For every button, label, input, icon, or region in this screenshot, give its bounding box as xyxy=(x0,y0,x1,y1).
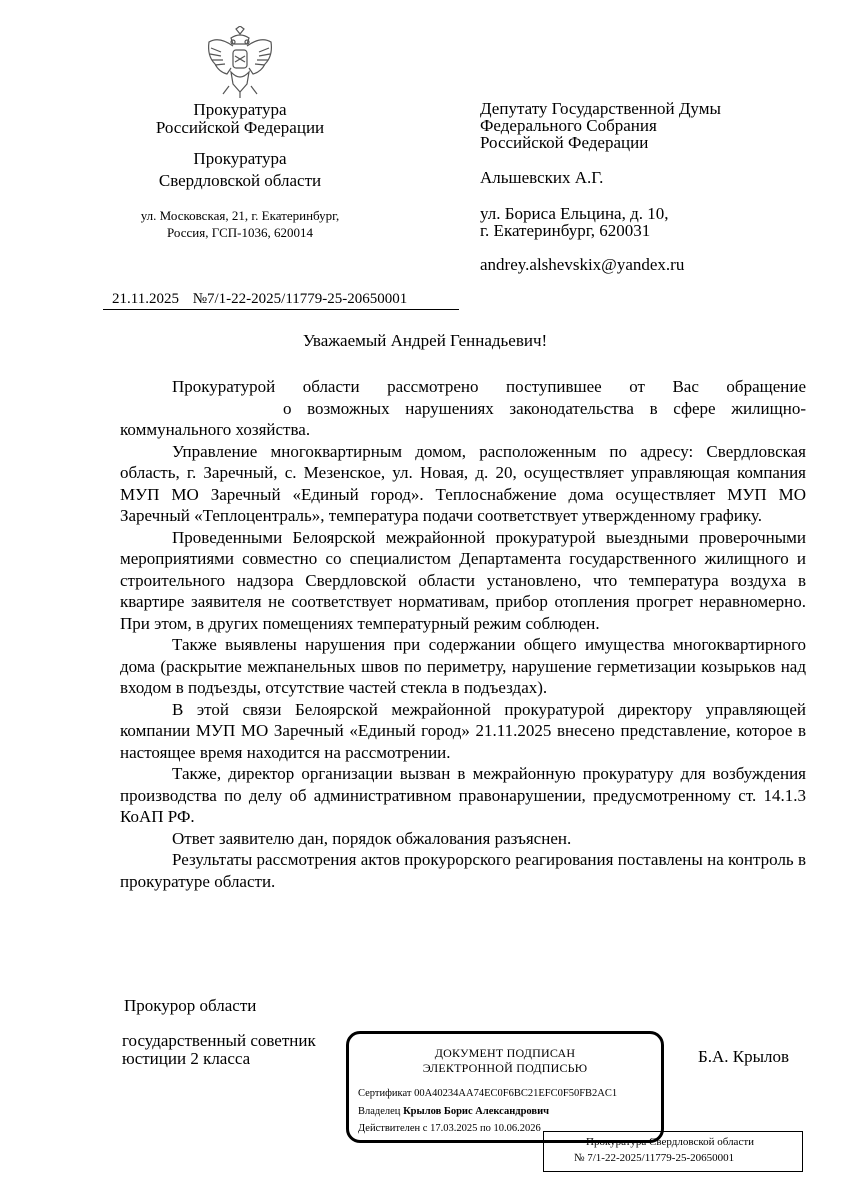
reference-date: 21.11.2025 xyxy=(112,291,179,307)
electronic-signature-stamp xyxy=(346,1031,664,1143)
sender-org-line: Российской Федерации xyxy=(155,118,325,137)
registration-box xyxy=(543,1131,803,1172)
reference-line xyxy=(103,291,407,308)
paragraph: Также, директор организации вызван в межрайонную прокуратуру для возбуждения производства по делу об административном правонарушении, предусмотренному ст. 14.1.3 КоАП РФ. xyxy=(120,764,806,826)
registration-number-prefix: № xyxy=(574,1152,585,1164)
stamp-owner xyxy=(358,1106,549,1117)
letter-body xyxy=(120,376,806,892)
paragraph: Ответ заявителю дан, порядок обжалования разъяснен. xyxy=(172,828,572,848)
stamp-certificate-value: 00A40234AA74EC0F6BC21EFC0F50FB2AC1 xyxy=(414,1088,618,1099)
recipient-address-line: г. Екатеринбург, 620031 xyxy=(480,221,651,240)
reference-number-prefix: № xyxy=(192,291,208,307)
paragraph: Также выявлены нарушения при содержании общего имущества многоквартирного дома (раскрытие межпанельных швов по периметру, нарушение герметизации козырьков над входом в подъезды, отсутствие частей стекла в подъездах). xyxy=(120,635,806,697)
recipient-line: Депутату Государственной Думы xyxy=(480,99,721,118)
stamp-heading-line: ЭЛЕКТРОННОЙ ПОДПИСЬЮ xyxy=(422,1061,588,1075)
stamp-heading-line: ДОКУМЕНТ ПОДПИСАН xyxy=(434,1046,576,1060)
recipient-block xyxy=(480,100,721,151)
stamp-valid-label: Действителен xyxy=(358,1123,421,1134)
stamp-owner-label: Владелец xyxy=(358,1106,401,1117)
stamp-heading xyxy=(349,1046,661,1076)
paragraph xyxy=(120,398,806,441)
stamp-valid-from-word: с xyxy=(422,1123,428,1134)
paragraph: Прокуратурой области рассмотрено поступившее от Вас обращение xyxy=(172,377,806,396)
stamp-validity xyxy=(358,1123,541,1134)
stamp-valid-to-word: по xyxy=(479,1123,491,1134)
sender-address-line: ул. Московская, 21, г. Екатеринбург, xyxy=(140,208,340,223)
sender-org-line: Свердловской области xyxy=(158,171,322,190)
sender-address-line: Россия, ГСП-1036, 620014 xyxy=(167,225,313,240)
stamp-certificate-label: Сертификат xyxy=(358,1088,412,1099)
paragraph: В этой связи Белоярской межрайонной прокуратурой директору управляющей компании МУП МО Заречный «Единый город» 21.11.2025 внесено представление, которое в настоящее время находится на рассмотрении. xyxy=(120,699,806,762)
stamp-valid-from: 17.03.2025 xyxy=(430,1123,478,1134)
signature-name: Б.А. Крылов xyxy=(698,1047,790,1066)
reference-underline xyxy=(103,309,459,310)
paragraph: Управление многоквартирным домом, расположенным по адресу: Свердловская область, г. Заречный, с. Мезенское, ул. Новая, д. 20, осуществляет управляющая компания МУП МО Заречный «Единый город». Теплоснабжение дома осуществляет МУП МО Заречный «Теплоцентраль», температура подачи соответствует утвержденному графику. xyxy=(120,441,806,525)
sender-org-line: Прокуратура xyxy=(193,149,287,168)
reference-number: 7/1-22-2025/11779-25-20650001 xyxy=(207,291,408,307)
registration-org: Прокуратура Свердловской области xyxy=(586,1136,755,1148)
signature-rank xyxy=(122,1032,352,1068)
registration-number-value: 7/1-22-2025/11779-25-20650001 xyxy=(587,1152,735,1164)
stamp-owner-value: Крылов Борис Александрович xyxy=(403,1106,550,1117)
paragraph: Результаты рассмотрения актов прокурорского реагирования поставлены на контроль в прокуратуре области. xyxy=(120,850,806,891)
signature-rank-line: юстиции 2 класса xyxy=(122,1049,251,1068)
recipient-email: andrey.alshevskix@yandex.ru xyxy=(480,255,685,274)
recipient-address-line: ул. Бориса Ельцина, д. 10, xyxy=(480,204,669,223)
paragraph: Проведенными Белоярской межрайонной прокуратурой выездными проверочными мероприятиями совместно со специалистом Департамента государственного жилищного и строительного надзора Свердловской области установлено, что температура воздуха в квартире заявителя не соответствует нормативам, прибор отопления прогрет неравномерно. При этом, в других помещениях температурный режим соблюден. xyxy=(120,527,806,633)
registration-number xyxy=(574,1152,734,1164)
recipient-address xyxy=(480,205,669,239)
recipient-line: Федерального Собрания xyxy=(480,116,657,135)
recipient-line: Российской Федерации xyxy=(480,133,649,152)
signature-title: Прокурор области xyxy=(124,996,257,1015)
recipient-name: Альшевских А.Г. xyxy=(480,168,604,187)
stamp-certificate xyxy=(358,1088,617,1099)
stamp-valid-to: 10.06.2026 xyxy=(493,1123,541,1134)
paragraph-text: о возможных нарушениях законодательства в сфере жилищно-коммунального хозяйства. xyxy=(120,398,806,439)
salutation: Уважаемый Андрей Геннадьевич! xyxy=(302,331,548,350)
sender-org-line: Прокуратура xyxy=(193,100,287,119)
coat-of-arms-emblem xyxy=(205,26,275,98)
signature-rank-line: государственный советник xyxy=(122,1031,316,1050)
